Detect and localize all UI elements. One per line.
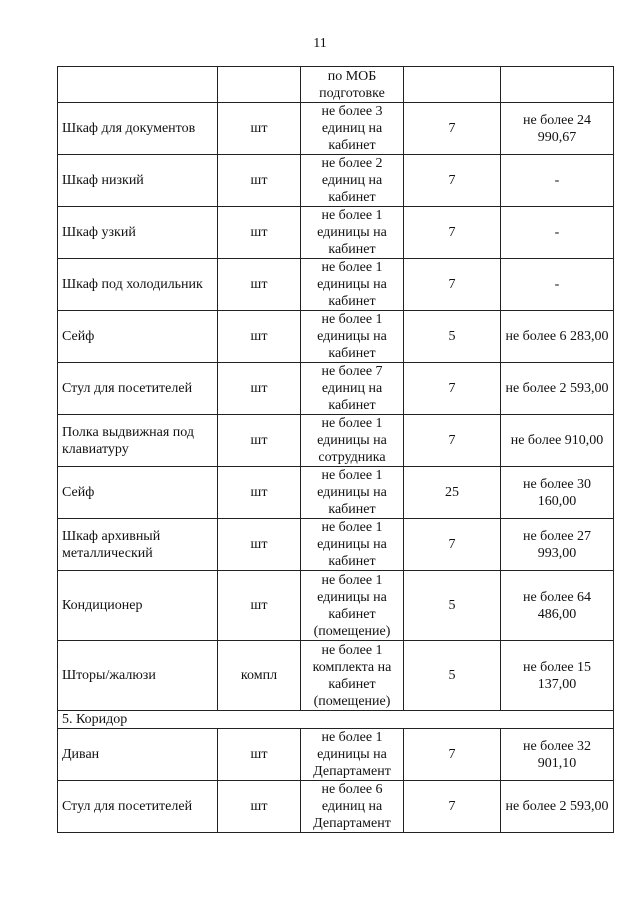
- item-unit: шт: [218, 207, 301, 259]
- item-name: Сейф: [58, 311, 218, 363]
- item-term: 7: [404, 781, 501, 833]
- table-row: [58, 641, 614, 711]
- item-name: Шкаф архивный металлический: [58, 519, 218, 571]
- table-row: [58, 363, 614, 415]
- table-row: [58, 415, 614, 467]
- table-row: [58, 259, 614, 311]
- item-term: 7: [404, 155, 501, 207]
- section-header-row: [58, 711, 614, 729]
- item-term: 5: [404, 571, 501, 641]
- item-term: 5: [404, 641, 501, 711]
- item-unit: шт: [218, 259, 301, 311]
- item-name: Стул для посетителей: [58, 781, 218, 833]
- table-row: [58, 729, 614, 781]
- item-name: Стул для посетителей: [58, 363, 218, 415]
- table-row: [58, 519, 614, 571]
- item-price: не более 32 901,10: [501, 729, 614, 781]
- item-price: не более 27 993,00: [501, 519, 614, 571]
- item-unit: шт: [218, 781, 301, 833]
- item-norm: не более 1 единицы на кабинет: [301, 519, 404, 571]
- item-norm: не более 1 единицы на кабинет (помещение): [301, 571, 404, 641]
- item-norm: не более 1 единицы на сотрудника: [301, 415, 404, 467]
- item-norm: не более 1 единицы на кабинет: [301, 207, 404, 259]
- item-term: 7: [404, 259, 501, 311]
- item-name: Кондиционер: [58, 571, 218, 641]
- item-unit: шт: [218, 155, 301, 207]
- item-price: не более 64 486,00: [501, 571, 614, 641]
- furniture-norms-table: [57, 66, 614, 833]
- section-title: 5. Коридор: [58, 711, 614, 729]
- item-name: Полка выдвижная под клавиатуру: [58, 415, 218, 467]
- item-unit: [218, 67, 301, 103]
- item-name: [58, 67, 218, 103]
- item-name: Шкаф низкий: [58, 155, 218, 207]
- item-term: 7: [404, 103, 501, 155]
- item-norm: не более 1 единицы на кабинет: [301, 467, 404, 519]
- table-row: [58, 311, 614, 363]
- item-term: [404, 67, 501, 103]
- table-row: [58, 155, 614, 207]
- item-price: -: [501, 259, 614, 311]
- item-term: 7: [404, 519, 501, 571]
- item-norm: не более 3 единиц на кабинет: [301, 103, 404, 155]
- item-norm: по МОБ подготовке: [301, 67, 404, 103]
- item-norm: не более 1 единицы на кабинет: [301, 259, 404, 311]
- item-price: не более 15 137,00: [501, 641, 614, 711]
- table-row: [58, 781, 614, 833]
- item-name: Шторы/жалюзи: [58, 641, 218, 711]
- item-price: не более 2 593,00: [501, 363, 614, 415]
- item-price: -: [501, 207, 614, 259]
- item-price: [501, 67, 614, 103]
- item-name: Шкаф под холодильник: [58, 259, 218, 311]
- item-norm: не более 6 единиц на Департамент: [301, 781, 404, 833]
- item-norm: не более 7 единиц на кабинет: [301, 363, 404, 415]
- item-name: Диван: [58, 729, 218, 781]
- item-unit: шт: [218, 415, 301, 467]
- item-unit: шт: [218, 103, 301, 155]
- item-norm: не более 1 комплекта на кабинет (помещение): [301, 641, 404, 711]
- item-norm: не более 2 единиц на кабинет: [301, 155, 404, 207]
- item-price: не более 2 593,00: [501, 781, 614, 833]
- item-term: 7: [404, 207, 501, 259]
- item-term: 7: [404, 363, 501, 415]
- item-price: не более 24 990,67: [501, 103, 614, 155]
- item-name: Сейф: [58, 467, 218, 519]
- item-term: 5: [404, 311, 501, 363]
- item-norm: не более 1 единицы на Департамент: [301, 729, 404, 781]
- item-unit: шт: [218, 729, 301, 781]
- table-row: [58, 467, 614, 519]
- item-price: не более 30 160,00: [501, 467, 614, 519]
- item-price: не более 910,00: [501, 415, 614, 467]
- item-unit: шт: [218, 519, 301, 571]
- item-norm: не более 1 единицы на кабинет: [301, 311, 404, 363]
- item-term: 7: [404, 729, 501, 781]
- table-row: [58, 571, 614, 641]
- item-unit: шт: [218, 363, 301, 415]
- item-unit: шт: [218, 571, 301, 641]
- item-unit: компл: [218, 641, 301, 711]
- table-row: [58, 103, 614, 155]
- table-row: [58, 67, 614, 103]
- item-unit: шт: [218, 467, 301, 519]
- item-term: 25: [404, 467, 501, 519]
- page-number: 11: [313, 36, 327, 51]
- item-unit: шт: [218, 311, 301, 363]
- item-price: -: [501, 155, 614, 207]
- item-name: Шкаф узкий: [58, 207, 218, 259]
- item-price: не более 6 283,00: [501, 311, 614, 363]
- item-name: Шкаф для документов: [58, 103, 218, 155]
- item-term: 7: [404, 415, 501, 467]
- table-row: [58, 207, 614, 259]
